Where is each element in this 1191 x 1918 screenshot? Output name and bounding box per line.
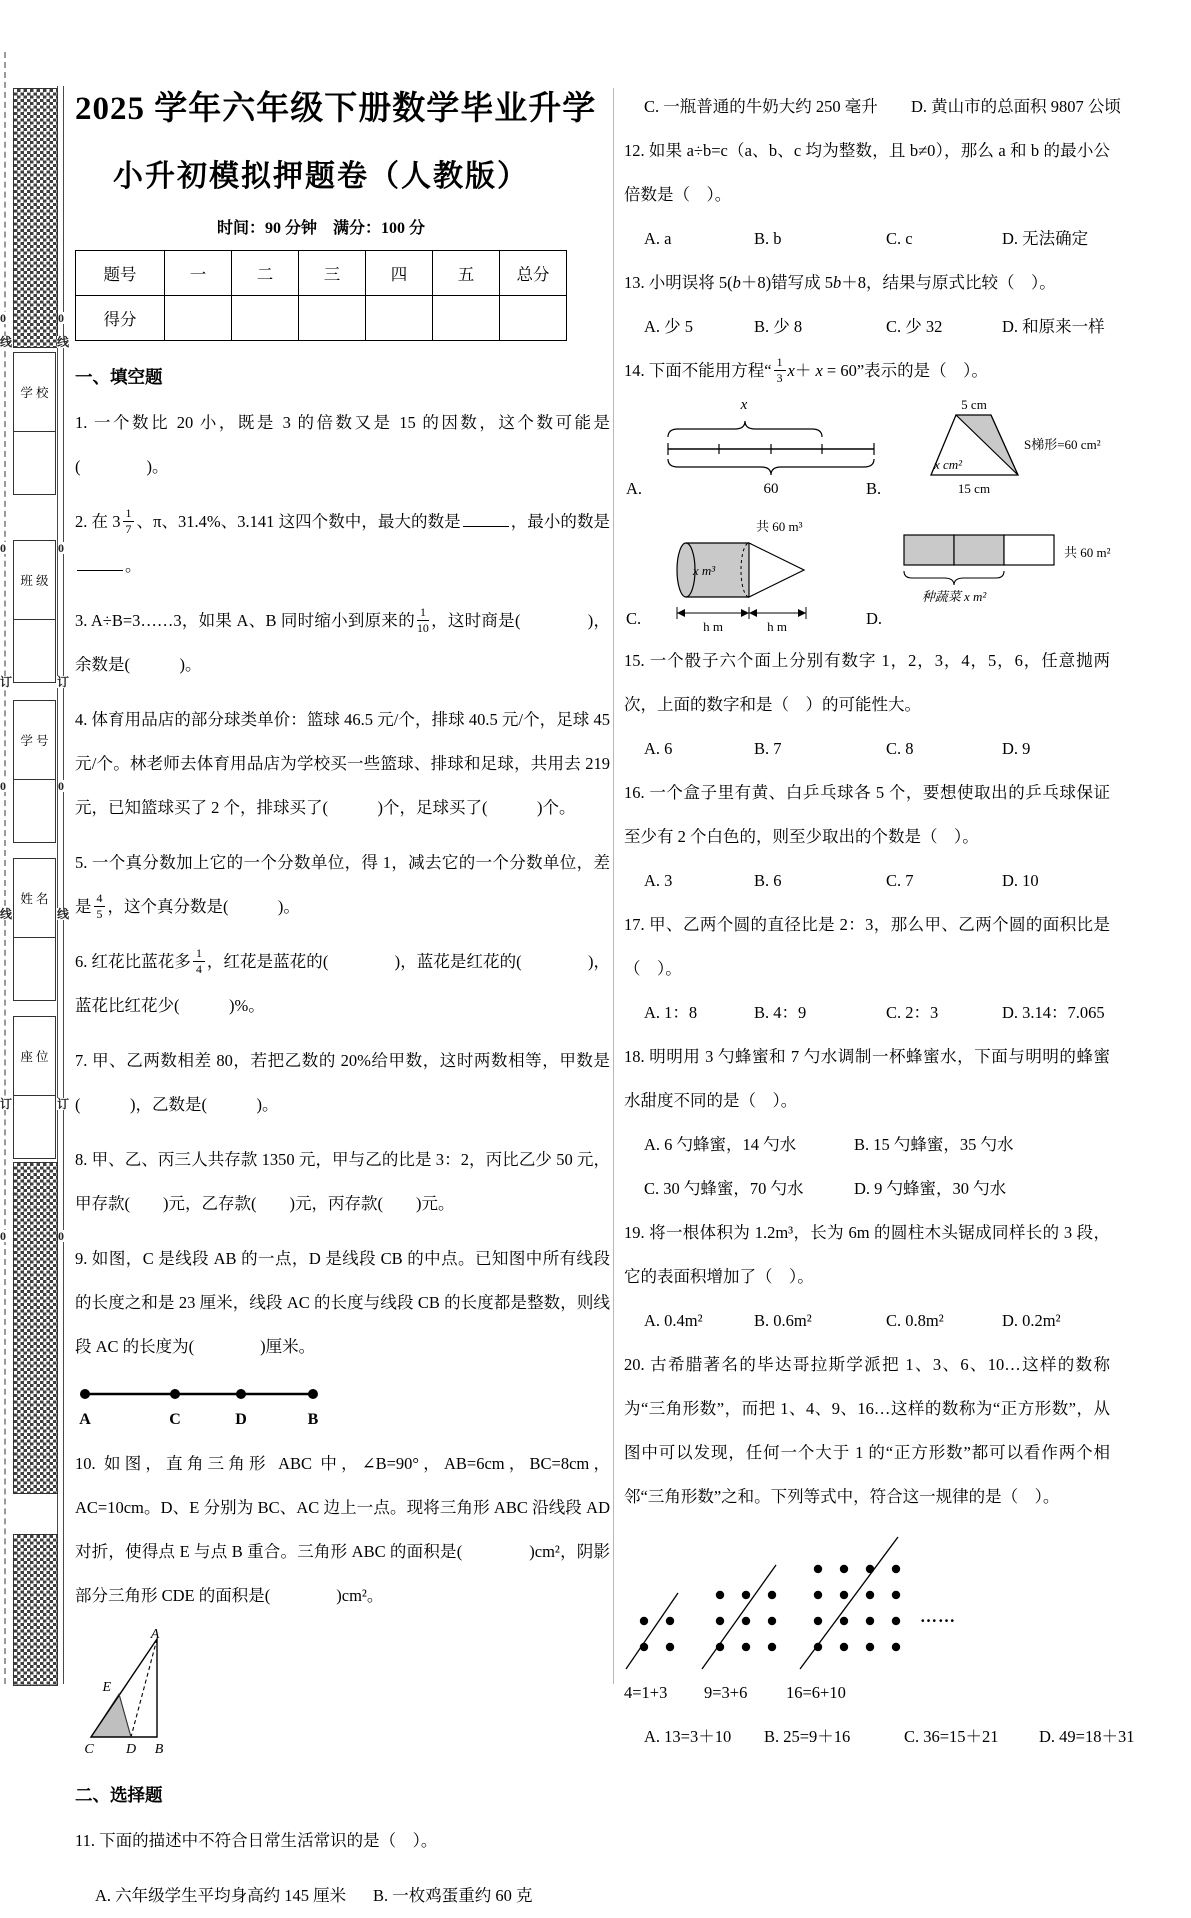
- point-label: B: [307, 1411, 319, 1428]
- section-heading: 一、填空题: [75, 367, 163, 387]
- sidebar-field-label: 座 位: [13, 1016, 56, 1096]
- sidebar-field-label: 学 校: [13, 352, 56, 432]
- dots-group-16: [798, 1531, 902, 1671]
- question-paragraph: 8. 甲、乙、丙三人共存款 1350 元，甲与乙的比是 3：2，丙比乙少 50 元，甲存款( )元，乙存款( )元，丙存款( )元。: [75, 1150, 610, 1213]
- score-table-cell: 四: [366, 251, 433, 296]
- question-paragraph: 16. 一个盒子里有黄、白乒乓球各 5 个，要想使取出的乒乓球保证至少有 2 个白色的，则至少取出的个数是（ ）。: [624, 783, 1110, 846]
- option: A. 6 勺蜂蜜，14 勺水: [644, 1135, 797, 1154]
- question-paragraph: 14. 下面不能用方程“ $\frac{1}{3}$ x＋ x = 60”表示的是（ ）。: [624, 355, 988, 385]
- fraction: $\frac{1}{3}$: [774, 356, 786, 384]
- binding-mark: 0: [58, 541, 64, 555]
- option: D. 无法确定: [1002, 229, 1089, 248]
- option: C. 30 勺蜂蜜，70 勺水: [644, 1179, 804, 1198]
- figure-q14-option-b: [864, 395, 1146, 503]
- sidebar-field-label: 班 级: [13, 540, 56, 620]
- figure-square-numbers-dots: [624, 1531, 1110, 1671]
- options-row: [624, 727, 1110, 771]
- score-table-cell: 总分: [500, 251, 567, 296]
- blank-underline: [463, 511, 509, 527]
- option: C. 8: [886, 739, 914, 758]
- score-empty-cell: [500, 296, 567, 341]
- score-empty-cell: [433, 296, 500, 341]
- options-row: [624, 1299, 1110, 1343]
- sidebar-field-box: [13, 620, 56, 683]
- option: B. 一枚鸡蛋重约 60 克: [373, 1886, 533, 1905]
- option: 4=1+3: [624, 1683, 668, 1702]
- option: 9=3+6: [704, 1683, 748, 1702]
- vertex-label: B: [154, 1742, 164, 1757]
- column-divider: [613, 88, 614, 1684]
- question-paragraph: 20. 古希腊著名的毕达哥拉斯学派把 1、3、6、10…这样的数称为“三角形数”，而把 1、4、9、16…这样的数称为“正方形数”，从图中可以发现，任何一个大于 1 的“正方形数”都可以看作两个相邻“三角形数”之和。下列等式中，符合这一规律的是（ ）。: [624, 1355, 1110, 1506]
- binding-mark: 线: [0, 907, 13, 921]
- figure-q14-option-d: [864, 513, 1146, 633]
- option: D. 10: [1002, 871, 1039, 890]
- binding-mark: 线: [57, 335, 70, 349]
- score-table-body: [76, 251, 567, 341]
- figure-label: 共 60 m³: [756, 519, 803, 534]
- dots-ellipsis: ……: [920, 1607, 956, 1626]
- figure-label: 种蔬菜 x m²: [921, 589, 987, 604]
- option: D. 9 勺蜂蜜，30 勺水: [854, 1179, 1007, 1198]
- option: B. 少 8: [754, 317, 803, 336]
- binding-mark: 订: [57, 1097, 70, 1111]
- figure-label: 共 60 m²: [1064, 545, 1111, 560]
- figure-label: h m: [703, 619, 723, 633]
- sidebar-field-group: [13, 352, 56, 495]
- options-row: [624, 1715, 1135, 1759]
- binding-mark: 0: [0, 311, 6, 325]
- blank-underline: [77, 555, 123, 571]
- option-tag: B.: [866, 479, 882, 498]
- binding-mark: 订: [57, 675, 70, 689]
- paper-header: [75, 85, 597, 341]
- question-paragraph: 5. 一个真分数加上它的一个分数单位，得 1，减去它的一个分数单位，差是 $\frac{4}{5}$ ，这个真分数是( )。: [75, 853, 610, 921]
- option: C. 36=15＋21: [904, 1727, 999, 1746]
- sidebar-field-group: [13, 1016, 56, 1159]
- options-row: [624, 305, 1110, 349]
- binding-mark: 0: [58, 311, 64, 325]
- sidebar-field-box: [13, 938, 56, 1001]
- option: D. 9: [1002, 739, 1031, 758]
- dots-group-9: [700, 1557, 780, 1671]
- question-paragraph: 12. 如果 a÷b=c（a、b、c 均为整数，且 b≠0），那么 a 和 b 的最小公倍数是（ ）。: [624, 141, 1110, 204]
- option: A. 6: [644, 739, 673, 758]
- vertex-label: A: [150, 1629, 160, 1642]
- question-paragraph: 1. 一个数比 20 小，既是 3 的倍数又是 15 的因数，这个数可能是( )。: [75, 413, 610, 476]
- right-column: [624, 85, 1135, 1759]
- question-paragraph: 9. 如图，C 是线段 AB 的一点，D 是线段 CB 的中点。已知图中所有线段的长度之和是 23 厘米，线段 AC 的长度与线段 CB 的长度都是整数，则线段 AC 的长度为( )厘米。: [75, 1249, 610, 1356]
- sidebar-field-label: 学 号: [13, 700, 56, 780]
- sidebar-field-box: [13, 432, 56, 495]
- option: C. 2：3: [886, 1003, 939, 1022]
- point-label: C: [169, 1411, 181, 1428]
- binding-dashed-line: [4, 52, 6, 1684]
- figure-q14-options: [624, 395, 1110, 633]
- binding-mark: 线: [57, 907, 70, 921]
- score-empty-cell: [366, 296, 433, 341]
- score-empty-cell: [165, 296, 232, 341]
- binding-mark: 0: [0, 541, 6, 555]
- option: A. a: [644, 229, 672, 248]
- figure-q14-option-c: [624, 513, 864, 633]
- binding-mark: 线: [0, 335, 13, 349]
- figure-q14-option-a: [624, 395, 864, 503]
- option: D. 3.14：7.065: [1002, 1003, 1105, 1022]
- binding-mark: 0: [58, 1229, 64, 1243]
- binding-mark: 订: [0, 675, 13, 689]
- question-paragraph: 13. 小明误将 5(b＋8)错写成 5b＋8，结果与原式比较（ ）。: [624, 273, 1056, 292]
- left-column-blocks: [75, 361, 610, 1918]
- sidebar-field-group: [13, 540, 56, 683]
- option: C. c: [886, 229, 913, 248]
- figure-label: x m³: [692, 563, 716, 578]
- option: D. 和原来一样: [1002, 317, 1105, 336]
- point-label: A: [79, 1411, 91, 1428]
- question-paragraph: 17. 甲、乙两个圆的直径比是 2：3，那么甲、乙两个圆的面积比是（ ）。: [624, 915, 1110, 978]
- options-row: [624, 1123, 1110, 1211]
- score-table-cell: 一: [165, 251, 232, 296]
- figure-line-segment: [75, 1380, 610, 1430]
- option: D. 49=18＋31: [1039, 1727, 1135, 1746]
- option: B. b: [754, 229, 782, 248]
- fraction: $\frac{1}{4}$: [193, 947, 205, 975]
- binding-checker-band: [13, 88, 58, 348]
- option-tag: D.: [866, 609, 883, 628]
- question-paragraph: 18. 明明用 3 勺蜂蜜和 7 勺水调制一杯蜂蜜水，下面与明明的蜂蜜水甜度不同的是（ ）。: [624, 1047, 1110, 1110]
- question-paragraph: 2. 在 3 $\frac{1}{7}$ 、π、31.4%、3.141 这四个数中，最大的数是 ，最小的数是。: [75, 506, 611, 575]
- fraction: $\frac{1}{10}$: [416, 605, 429, 635]
- paper-title-line2: 小升初模拟押题卷（人教版）: [113, 160, 529, 193]
- score-row-label: 得分: [76, 296, 165, 341]
- score-table-cell: 五: [433, 251, 500, 296]
- score-table-cell: 三: [299, 251, 366, 296]
- paper-title-line1: 2025 学年六年级下册数学毕业升学: [75, 91, 597, 127]
- figure-label: 5 cm: [961, 397, 987, 412]
- binding-checker-band: [13, 1534, 58, 1686]
- figure-label: x: [740, 397, 748, 413]
- option: D. 黄山市的总面积 9807 公顷: [911, 97, 1121, 116]
- option: B. 4：9: [754, 1003, 807, 1022]
- sidebar-field-group: [13, 858, 56, 1001]
- seal-line: [63, 86, 64, 1684]
- question-paragraph: 4. 体育用品店的部分球类单价：篮球 46.5 元/个，排球 40.5 元/个，足球 45 元/个。林老师去体育用品店为学校买一些篮球、排球和足球，共用去 219 元，已知篮球买了 2 个，排球买了( )个，足球买了( )个。: [75, 710, 610, 817]
- option: A. 少 5: [644, 317, 694, 336]
- option: A. 六年级学生平均身高约 145 厘米: [95, 1886, 347, 1905]
- question-paragraph: 15. 一个骰子六个面上分别有数字 1，2，3，4，5，6，任意抛两次，上面的数字和是（ ）的可能性大。: [624, 651, 1110, 714]
- binding-mark: 0: [58, 779, 64, 793]
- option: A. 3: [644, 871, 673, 890]
- sidebar-field-group: [13, 700, 56, 843]
- score-table-header: 题号: [76, 251, 165, 296]
- figure-label: x cm²: [933, 457, 963, 472]
- binding-mark: 订: [0, 1097, 13, 1111]
- question-paragraph: 19. 将一根体积为 1.2m³，长为 6m 的圆柱木头锯成同样长的 3 段，它的表面积增加了（ ）。: [624, 1223, 1110, 1286]
- figure-folded-triangle: [79, 1629, 610, 1759]
- dots-group-4: [624, 1583, 682, 1671]
- figure-label: 60: [763, 481, 779, 497]
- figure-label: h m: [767, 619, 787, 633]
- binding-mark: 0: [0, 779, 6, 793]
- question-paragraph: 10. 如图，直角三角形 ABC 中，∠B=90°，AB=6cm，BC=8cm，AC=10cm。D、E 分别为 BC、AC 边上一点。现将三角形 ABC 沿线段 AD 对折，使得点 E 与点 B 重合。三角形 ABC 的面积是( )cm²，阴影部分三角形 CDE 的面积是( )cm²。: [75, 1454, 610, 1605]
- fraction: $\frac{1}{7}$: [123, 507, 135, 535]
- question-paragraph: 3. A÷B=3……3，如果 A、B 同时缩小到原来的 $\frac{1}{10}$ ，这时商是( )，余数是( )。: [75, 605, 610, 674]
- score-empty-cell: [232, 296, 299, 341]
- option-tag: C.: [626, 609, 642, 628]
- score-table-cell: 二: [232, 251, 299, 296]
- sidebar-field-box: [13, 1096, 56, 1159]
- binding-sidebar: [0, 0, 75, 1684]
- options-row: [624, 991, 1110, 1035]
- option: 16=6+10: [786, 1683, 846, 1702]
- option: B. 6: [754, 871, 782, 890]
- option: B. 15 勺蜂蜜，35 勺水: [854, 1135, 1014, 1154]
- option: C. 一瓶普通的牛奶大约 250 毫升: [644, 97, 878, 116]
- binding-checker-band: [13, 1162, 58, 1494]
- vertex-label: E: [102, 1680, 111, 1695]
- question-paragraph: 11. 下面的描述中不符合日常生活常识的是（ ）。: [75, 1831, 438, 1850]
- option: C. 少 32: [886, 317, 943, 336]
- question-paragraph: 7. 甲、乙两数相差 80，若把乙数的 20%给甲数，这时两数相等，甲数是( )，乙数是( )。: [75, 1051, 610, 1114]
- option: B. 0.6m²: [754, 1311, 812, 1330]
- score-table: [75, 250, 567, 341]
- option-tag: A.: [626, 479, 643, 498]
- vertex-label: C: [84, 1742, 94, 1757]
- right-column-blocks: [624, 85, 1135, 1759]
- option: B. 25=9＋16: [764, 1727, 851, 1746]
- figure-label: S梯形=60 cm²: [1024, 437, 1101, 452]
- option: B. 7: [754, 739, 782, 758]
- point-label: D: [235, 1411, 247, 1428]
- vertex-label: D: [125, 1742, 137, 1757]
- binding-mark: 0: [0, 1229, 6, 1243]
- option: A. 1：8: [644, 1003, 698, 1022]
- option: C. 7: [886, 871, 914, 890]
- options-row: [624, 217, 1110, 261]
- figure-label: 15 cm: [957, 481, 991, 496]
- paper-meta: 时间：90 分钟 满分：100 分: [216, 220, 425, 237]
- fraction: $\frac{4}{5}$: [94, 892, 106, 920]
- options-row: [624, 1671, 1110, 1715]
- left-column: [75, 85, 610, 1918]
- section-heading: 二、选择题: [75, 1785, 163, 1805]
- option: C. 0.8m²: [886, 1311, 944, 1330]
- sidebar-field-label: 姓 名: [13, 858, 56, 938]
- option: D. 0.2m²: [1002, 1311, 1061, 1330]
- question-paragraph: 6. 红花比蓝花多 $\frac{1}{4}$ ，红花是蓝花的( )，蓝花是红花的( )，蓝花比红花少( )%。: [75, 946, 611, 1015]
- options-row: [75, 1874, 610, 1918]
- options-row: [624, 85, 1121, 129]
- sidebar-field-box: [13, 780, 56, 843]
- option: A. 13=3＋10: [644, 1727, 732, 1746]
- options-row: [624, 859, 1110, 903]
- option: A. 0.4m²: [644, 1311, 703, 1330]
- score-empty-cell: [299, 296, 366, 341]
